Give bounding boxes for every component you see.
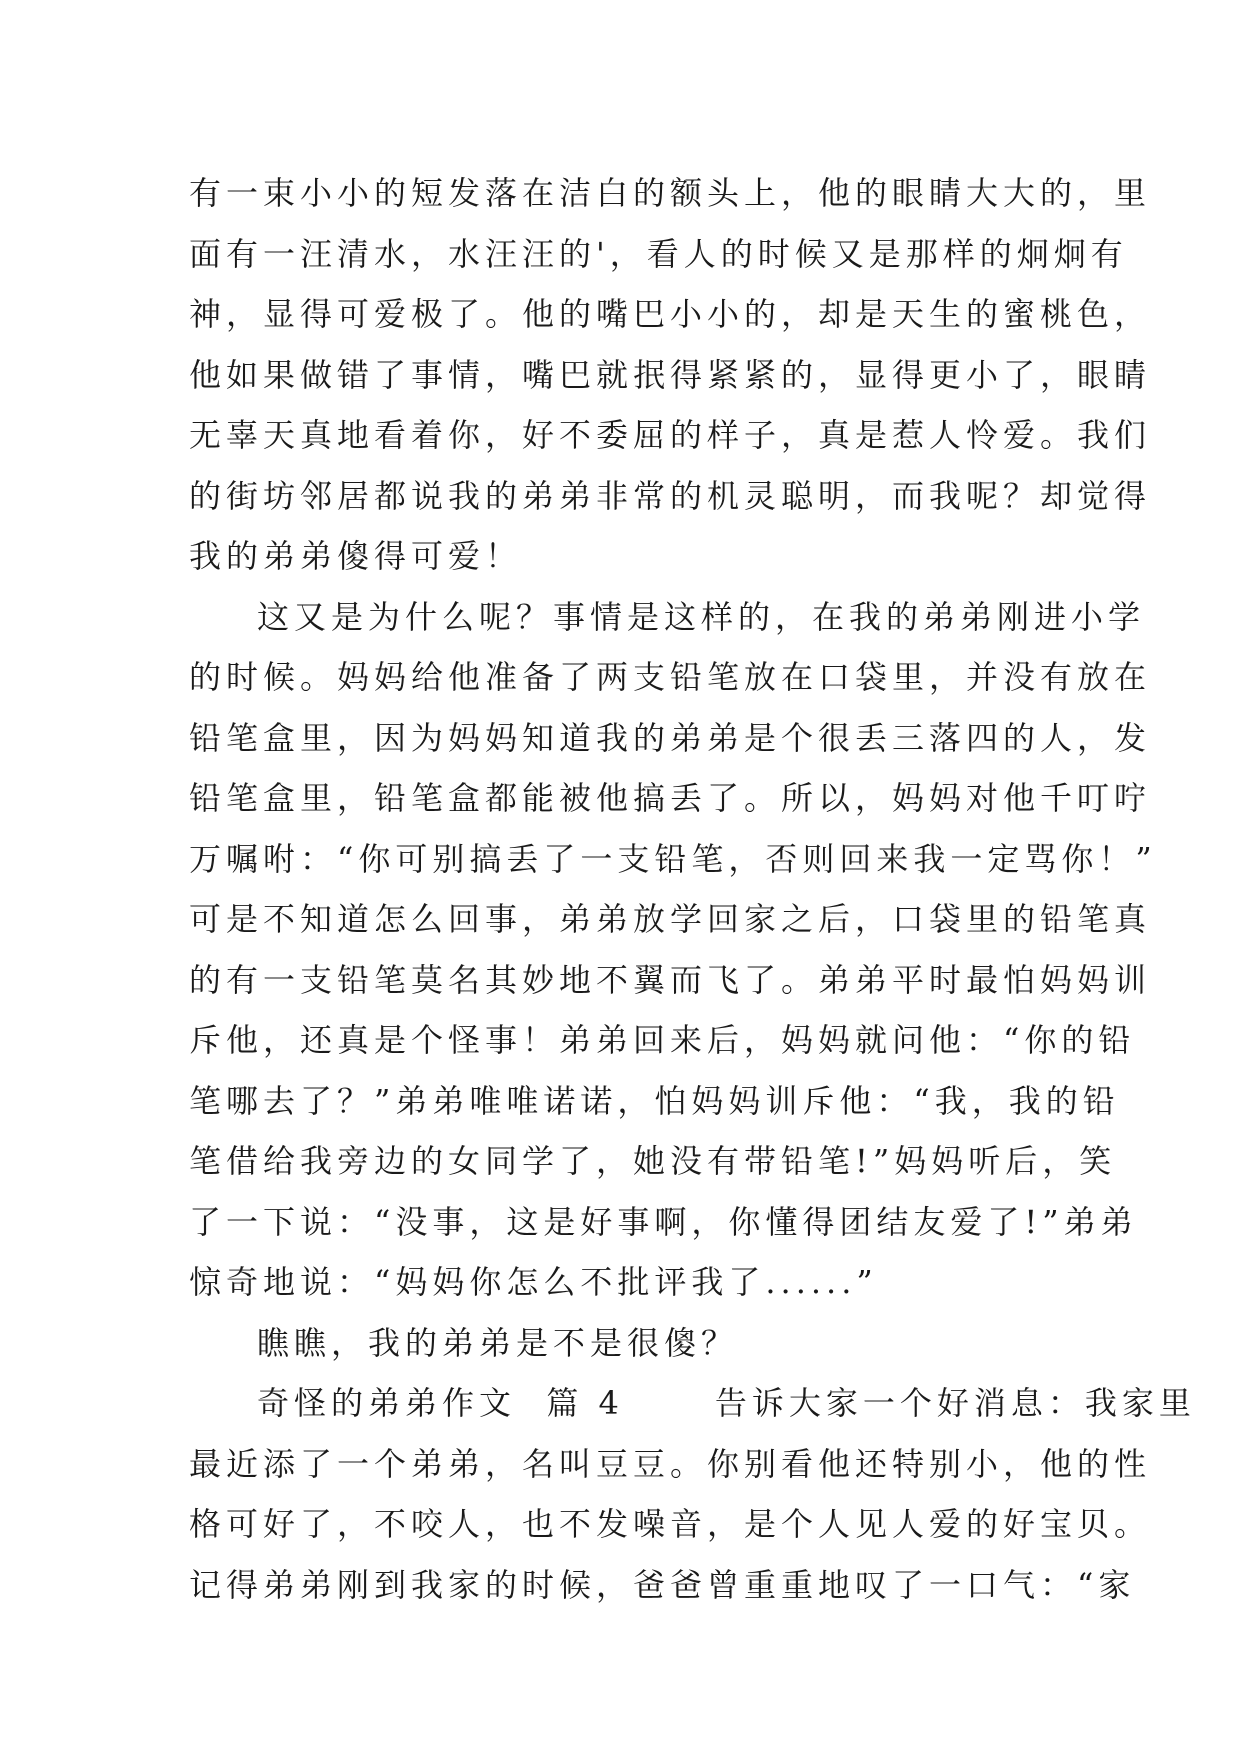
text-line: 了一下说：“没事，这是好事啊，你懂得团结友爱了!”弟弟 [189,1202,1138,1241]
text-line: 无辜天真地看着你，好不委屈的样子，真是惹人怜爱。我们 [189,416,1152,454]
text-line: 神，显得可爱极了。他的嘴巴小小的，却是天生的蜜桃色， [189,295,1152,333]
text-line: 万嘱咐：“你可别搞丢了一支铅笔，否则回来我一定骂你！” [189,839,1157,878]
text-line: 铅笔盒里，因为妈妈知道我的弟弟是个很丢三落四的人，发 [189,718,1152,757]
text-line: 最近添了一个弟弟，名叫豆豆。你别看他还特别小，他的性 [189,1444,1152,1483]
text-line: 有一束小小的短发落在洁白的额头上，他的眼睛大大的，里 [189,174,1152,212]
text-line: 笔借给我旁边的女同学了，她没有带铅笔!”妈妈听后，笑 [189,1142,1117,1180]
text-line: 斥他，还真是个怪事！弟弟回来后，妈妈就问他：“你的铅 [189,1021,1136,1059]
text-line: 他如果做错了事情，嘴巴就抿得紧紧的，显得更小了，眼睛 [189,355,1152,394]
paragraph-first-line: 这又是为什么呢？事情是这样的，在我的弟弟刚进小学 [257,597,1146,636]
text-line: 铅笔盒里，铅笔盒都能被他搞丢了。所以，妈妈对他千叮咛 [189,779,1152,817]
section-heading-line: 奇怪的弟弟作文 篇 4 告诉大家一个好消息：我家里 [257,1384,1196,1422]
text-line: 我的弟弟傻得可爱！ [189,537,523,575]
paragraph-first-line: 瞧瞧，我的弟弟是不是很傻？ [257,1323,739,1362]
text-line: 惊奇地说：“妈妈你怎么不批评我了......” [189,1263,878,1301]
text-line: 面有一汪清水，水汪汪的'，看人的时候又是那样的炯炯有 [189,234,1128,273]
document-body [189,163,1196,1615]
text-line: 记得弟弟刚到我家的时候，爸爸曾重重地叹了一口气：“家 [189,1565,1136,1604]
text-line: 可是不知道怎么回事，弟弟放学回家之后，口袋里的铅笔真 [189,900,1152,938]
text-line: 的街坊邻居都说我的弟弟非常的机灵聪明，而我呢？却觉得 [189,476,1152,515]
text-line: 格可好了，不咬人，也不发噪音，是个人见人爱的好宝贝。 [189,1505,1152,1543]
text-line: 笔哪去了？”弟弟唯唯诺诺，怕妈妈训斥他：“我，我的铅 [189,1081,1120,1120]
text-line: 的有一支铅笔莫名其妙地不翼而飞了。弟弟平时最怕妈妈训 [189,960,1152,999]
text-line: 的时候。妈妈给他准备了两支铅笔放在口袋里，并没有放在 [189,658,1152,696]
